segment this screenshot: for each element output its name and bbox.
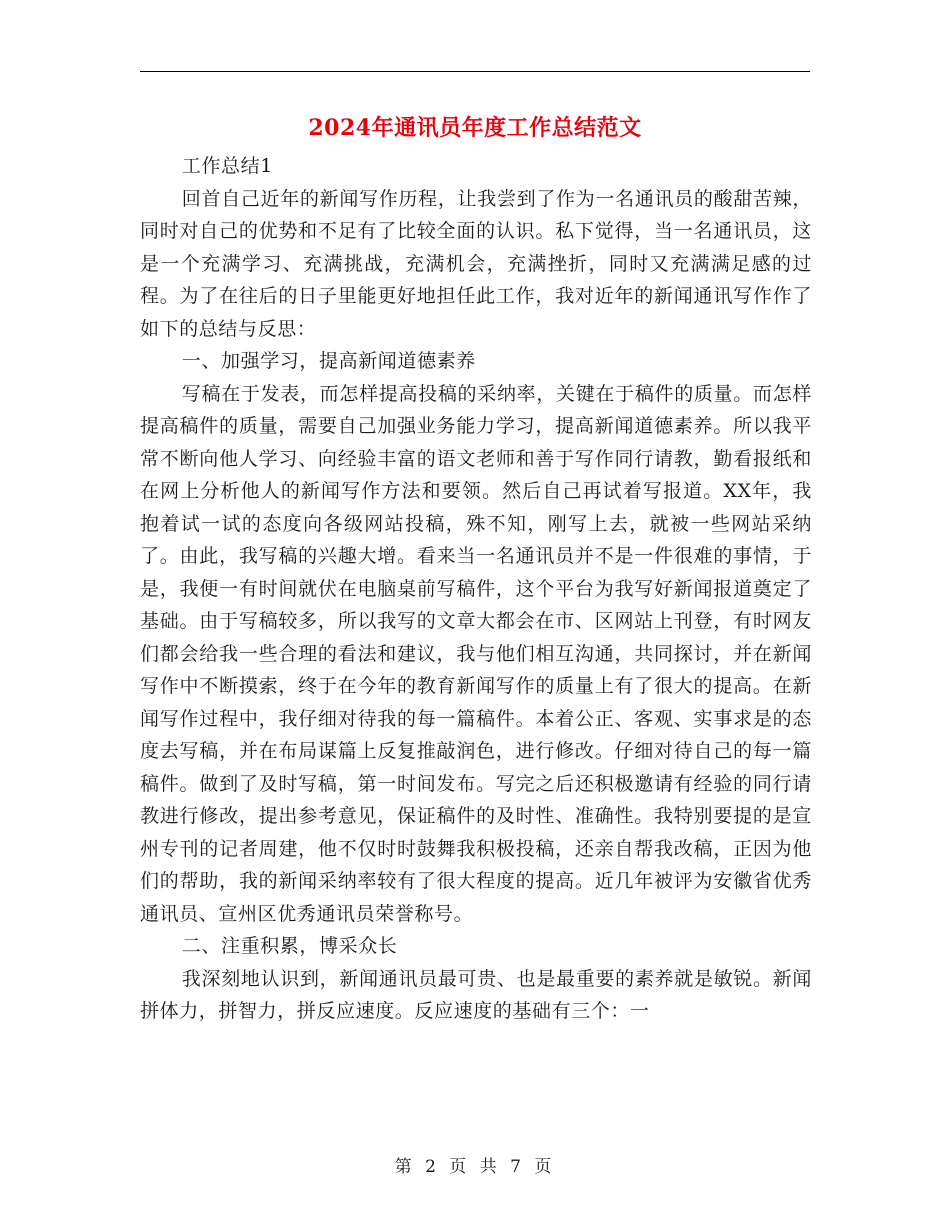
body-paragraph: 我深刻地认识到，新闻通讯员最可贵、也是最重要的素养就是敏锐。新闻拼体力，拼智力，拼反应速度。反应速度的基础有三个：一 xyxy=(140,967,812,1022)
document-body xyxy=(140,150,812,1028)
document-title: 2024年通讯员年度工作总结范文 xyxy=(308,115,642,141)
section-heading: 二、注重积累，博采众长 xyxy=(181,935,398,957)
header-rule xyxy=(140,71,810,72)
page-number: 第 2 页 共 7 页 xyxy=(394,1157,556,1177)
section-heading: 一、加强学习，提高新闻道德素养 xyxy=(181,350,476,372)
body-paragraph: 写稿在于发表，而怎样提高投稿的采纳率，关键在于稿件的质量。而怎样提高稿件的质量，需要自己加强业务能力学习，提高新闻道德素养。所以我平常不断向他人学习、向经验丰富的语文老师和善于写作同行请教，勤看报纸和在网上分析他人的新闻写作方法和要领。然后自己再试着写报道。XX年，我抱着试一试的态度向各级网站投稿，殊不知，刚写上去，就被一些网站采纳了。由此，我写稿的兴趣大增。看来当一名通讯员并不是一件很难的事情，于是，我便一有时间就伏在电脑桌前写稿件，这个平台为我写好新闻报道奠定了基础。由于写稿较多，所以我写的文章大都会在市、区网站上刊登，有时网友们都会给我一些合理的看法和建议，我与他们相互沟通，共同探讨，并在新闻写作中不断摸索，终于在今年的教育新闻写作的质量上有了很大的提高。在新闻写作过程中，我仔细对待我的每一篇稿件。本着公正、客观、实事求是的态度去写稿，并在布局谋篇上反复推敲润色，进行修改。仔细对待自己的每一篇稿件。做到了及时写稿，第一时间发布。写完之后还积极邀请有经验的同行请教进行修改，提出参考意见，保证稿件的及时性、准确性。我特别要提的是宣州专刊的记者周建，他不仅时时鼓舞我积极投稿，还亲自帮我改稿，正因为他们的帮助，我的新闻采纳率较有了很大程度的提高。近几年被评为安徽省优秀通讯员、宣州区优秀通讯员荣誉称号。 xyxy=(140,382,812,925)
section-label: 工作总结1 xyxy=(181,155,273,177)
body-paragraph: 回首自己近年的新闻写作历程，让我尝到了作为一名通讯员的酸甜苦辣，同时对自己的优势和不足有了比较全面的认识。私下觉得，当一名通讯员，这是一个充满学习、充满挑战，充满机会，充满挫折，同时又充满满足感的过程。为了在往后的日子里能更好地担任此工作，我对近年的新闻通讯写作作了如下的总结与反思： xyxy=(140,187,812,340)
